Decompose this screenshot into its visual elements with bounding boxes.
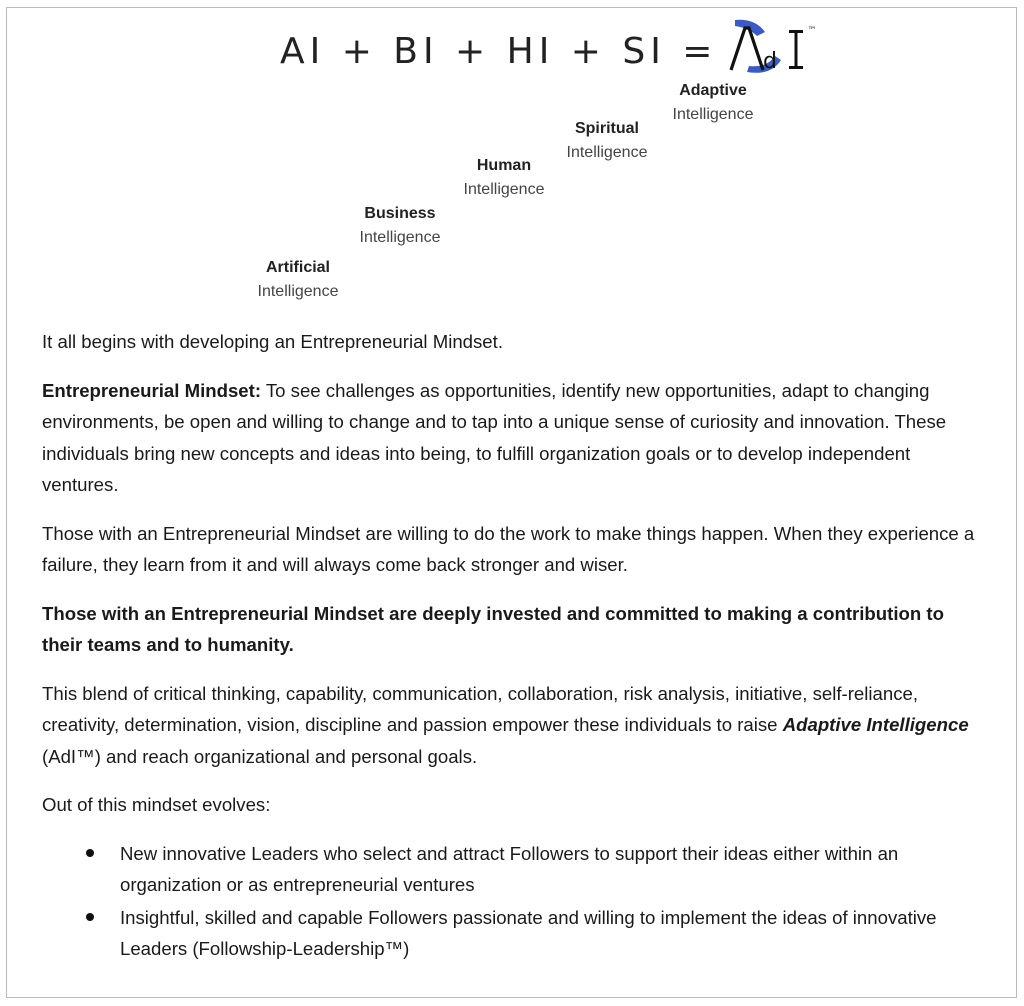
list-item-text: New innovative Leaders who select and attract Followers to support their ideas either within an organization or as entrepreneurial ventures bbox=[120, 842, 899, 895]
list-item bbox=[42, 838, 982, 901]
bullet-list bbox=[42, 838, 982, 965]
step-title: Human bbox=[476, 157, 532, 174]
step-adaptive bbox=[665, 79, 761, 127]
step-business bbox=[352, 202, 448, 250]
blend-paragraph bbox=[42, 678, 982, 773]
step-subtitle: Intelligence bbox=[463, 181, 545, 198]
bullet-dot-icon bbox=[86, 913, 94, 921]
step-title: Artificial bbox=[265, 259, 330, 276]
intro-paragraph: It all begins with developing an Entrepreneurial Mindset. bbox=[42, 331, 503, 352]
adaptive-intelligence-emphasis: Adaptive Intelligence bbox=[782, 714, 969, 735]
adi-logo bbox=[721, 16, 821, 76]
step-subtitle: Intelligence bbox=[359, 229, 441, 246]
step-title: Business bbox=[364, 205, 436, 222]
adi-logo-mark bbox=[721, 16, 821, 76]
step-human bbox=[456, 154, 552, 202]
svg-text:d: d bbox=[763, 49, 783, 74]
step-subtitle: Intelligence bbox=[566, 144, 648, 161]
definition-paragraph bbox=[42, 375, 982, 501]
step-subtitle: Intelligence bbox=[672, 106, 754, 123]
definition-text: To see challenges as opportunities, identify new opportunities, adapt to changing environments, be open and willing to change and to tap into a unique sense of curiosity and innovation. These individuals bring new concepts and ideas into being, to fulfill organization goals or to develop independent ventures. bbox=[42, 379, 947, 495]
logo-trademark: ™ bbox=[807, 26, 817, 36]
definition-term: Entrepreneurial Mindset: bbox=[42, 379, 262, 401]
committed-paragraph: Those with an Entrepreneurial Mindset are deeply invested and committed to making a contribution to their teams and to humanity. bbox=[42, 602, 944, 655]
evolves-paragraph: Out of this mindset evolves: bbox=[42, 794, 271, 815]
list-item-text: Insightful, skilled and capable Followers passionate and willing to implement the ideas of innovative Leaders (Followship-Leadership™) bbox=[120, 906, 937, 959]
equation-text: AI + BI + HI + SI = bbox=[280, 31, 718, 72]
blend-text-end: (AdI™) and reach organizational and personal goals. bbox=[42, 745, 478, 767]
bullet-dot-icon bbox=[86, 849, 94, 857]
document-body bbox=[42, 326, 982, 966]
list-item bbox=[42, 902, 982, 965]
step-title: Adaptive bbox=[679, 82, 747, 99]
step-title: Spiritual bbox=[574, 120, 639, 137]
step-artificial bbox=[250, 256, 346, 304]
intelligence-equation bbox=[280, 26, 821, 76]
blend-text-start: This blend of critical thinking, capability, communication, collaboration, risk analysis, initiative, self-reliance, creativity, determination, vision, discipline and passion empower these individuals to raise bbox=[42, 682, 919, 735]
step-spiritual bbox=[559, 117, 655, 165]
willing-paragraph: Those with an Entrepreneurial Mindset are willing to do the work to make things happen. When they experience a failure, they learn from it and will always come back stronger and wiser. bbox=[42, 522, 975, 575]
step-subtitle: Intelligence bbox=[257, 283, 339, 300]
